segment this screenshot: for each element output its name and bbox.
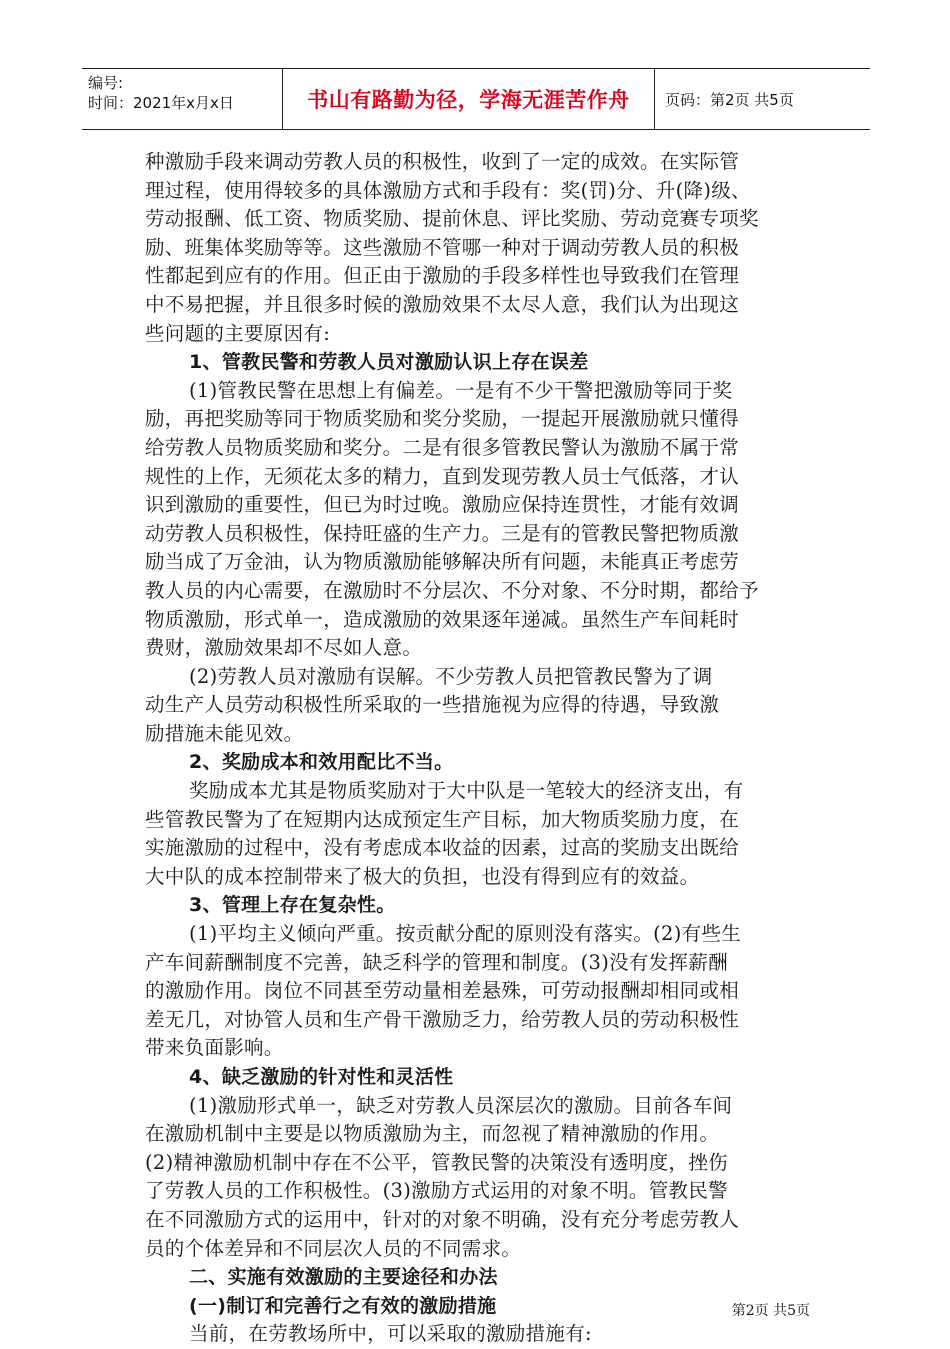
body-text-line: 励，再把奖励等同于物质奖励和奖分奖励，一提起开展激励就只懂得	[145, 407, 740, 431]
header-page-cell	[655, 69, 870, 129]
body-text-line: 给劳教人员物质奖励和奖分。二是有很多管教民警认为激励不属于常	[145, 435, 740, 459]
body-text-line: 员的个体差异和不同层次人员的不同需求。	[145, 1236, 522, 1260]
body-text-line: 规性的上作，无须花太多的精力，直到发现劳教人员士气低落，才认	[145, 464, 740, 488]
body-text-line: (1)激励形式单一，缺乏对劳教人员深层次的激励。目前各车间	[189, 1093, 733, 1117]
body-text-line: 当前，在劳教场所中，可以采取的激励措施有:	[189, 1322, 592, 1346]
body-text-line: 的激励作用。岗位不同甚至劳动量相差悬殊，可劳动报酬却相同或相	[145, 979, 740, 1003]
body-text-line: 励、班集体奖励等等。这些激励不管哪一种对于调动劳教人员的积极	[145, 235, 740, 259]
document-time-label: 时间：2021年x月x日	[88, 94, 234, 112]
page-header	[82, 68, 870, 130]
header-left-cell	[82, 69, 282, 129]
page-footer: 第2页 共5页	[731, 1303, 810, 1319]
body-text-line: 带来负面影响。	[145, 1036, 284, 1060]
body-text-line: 奖励成本尤其是物质奖励对于大中队是一笔较大的经济支出，有	[189, 779, 744, 803]
body-text-line: 物质激励，形式单一，造成激励的效果逐年递减。虽然生产车间耗时	[145, 607, 740, 631]
section-heading-line: 4、缺乏激励的针对性和灵活性	[189, 1066, 454, 1088]
body-text-line: 动生产人员劳动积极性所采取的一些措施视为应得的待遇，导致激	[145, 693, 720, 717]
body-text-line: 大中队的成本控制带来了极大的负担，也没有得到应有的效益。	[145, 864, 700, 888]
section-heading-line: 1、管教民警和劳教人员对激励认识上存在误差	[189, 351, 589, 374]
section-heading-line: 3、管理上存在复杂性。	[189, 894, 396, 917]
body-text-line: 教人员的内心需要，在激励时不分层次、不分对象、不分时期，都给予	[145, 578, 759, 602]
body-text-line: 实施激励的过程中，没有考虑成本收益的因素，过高的奖励支出既给	[145, 836, 740, 860]
header-motto: 书山有路勤为径，学海无涯苦作舟	[307, 88, 630, 112]
header-motto-cell	[282, 69, 655, 129]
body-text-line: 劳动报酬、低工资、物质奖励、提前休息、评比奖励、劳动竞赛专项奖	[145, 207, 759, 231]
body-text-line: 在不同激励方式的运用中，针对的对象不明确，没有充分考虑劳教人	[145, 1207, 740, 1231]
body-text-line: 种激励手段来调动劳教人员的积极性，收到了一定的成效。在实际管	[145, 150, 740, 173]
document-body	[145, 148, 815, 1349]
header-page-info: 页码：第2页 共5页	[665, 90, 794, 109]
section-heading-line: 2、奖励成本和效用配比不当。	[189, 751, 454, 774]
body-text-line: 产车间薪酬制度不完善，缺乏科学的管理和制度。(3)没有发挥薪酬	[145, 950, 728, 974]
body-text-line: 理过程，使用得较多的具体激励方式和手段有：奖(罚)分、升(降)级、	[145, 178, 751, 202]
body-text-line: 在激励机制中主要是以物质激励为主，而忽视了精神激励的作用。	[145, 1122, 720, 1146]
body-text-line: 费财，激励效果却不尽如人意。	[145, 636, 423, 660]
body-text-line: (2)劳教人员对激励有误解。不少劳教人员把管教民警为了调	[189, 664, 713, 688]
section-heading-line: 二、实施有效激励的主要途径和办法	[189, 1266, 498, 1289]
body-text-line: 了劳教人员的工作积极性。(3)激励方式运用的对象不明。管教民警	[145, 1179, 728, 1203]
body-text-line: 动劳教人员积极性，保持旺盛的生产力。三是有的管教民警把物质激	[145, 521, 740, 545]
body-text-line: 些管教民警为了在短期内达成预定生产目标，加大物质奖励力度，在	[145, 807, 740, 831]
body-text-line: 识到激励的重要性，但已为时过晚。激励应保持连贯性，才能有效调	[145, 493, 740, 517]
body-text-line: 中不易把握，并且很多时候的激励效果不太尽人意，我们认为出现这	[145, 292, 740, 316]
body-text-line: 励措施未能见效。	[145, 721, 304, 745]
body-text-line: 差无几，对协管人员和生产骨干激励乏力，给劳教人员的劳动积极性	[145, 1007, 740, 1031]
body-text-line: 励当成了万金油，认为物质激励能够解决所有问题，未能真正考虑劳	[145, 550, 740, 574]
section-heading-line: (一)制订和完善行之有效的激励措施	[189, 1294, 497, 1317]
body-text-line: (1)管教民警在思想上有偏差。一是有不少干警把激励等同于奖	[189, 378, 733, 402]
document-number-label: 编号:	[88, 74, 124, 92]
body-text-line: 性都起到应有的作用。但正由于激励的手段多样性也导致我们在管理	[145, 264, 740, 288]
body-text-line: 些问题的主要原因有:	[145, 321, 331, 345]
body-text-line: (2)精神激励机制中存在不公平，管教民警的决策没有透明度，挫伤	[145, 1150, 728, 1174]
body-text-line: (1)平均主义倾向严重。按贡献分配的原则没有落实。(2)有些生	[189, 922, 742, 946]
